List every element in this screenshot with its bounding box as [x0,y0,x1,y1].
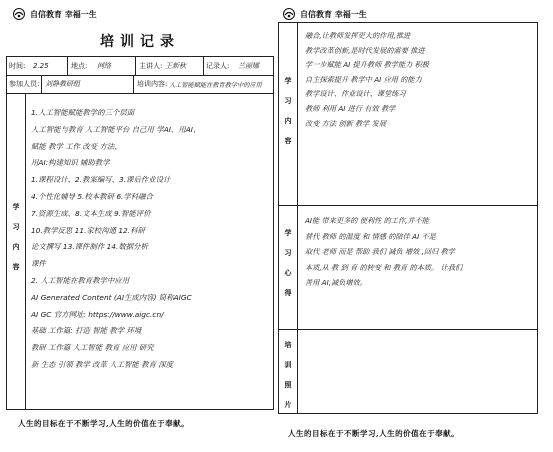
photo-area [299,331,535,411]
info-row-1 [7,57,273,76]
reflection-line: 善用 AI,减负增效。 [305,278,367,287]
participants-value: 刘静教研组 [45,80,80,88]
reflection-line: 取代 老师 而是 帮助 我们 减负 增效 ,回归 教学 [305,247,455,256]
right-page [278,0,546,452]
speaker-value: 王新秋 [165,62,186,70]
reflection-content [305,213,462,291]
section-label-study: 学 习 内 容 [12,203,20,271]
record-table [6,56,274,410]
study-line: 教研 工作篇 人工智能 教育 应用 研究 [31,343,154,353]
recorder-label: 记录人: [206,62,230,70]
participants-label: 参加人员: [9,80,40,88]
left-page [4,0,276,452]
study-continued [305,29,429,131]
study-line: AI Generated Content (AI生成内容) 简称AIGC [31,292,192,302]
section-label-photos: 培 训 照 片 [284,341,292,409]
study-line: 新 生态 引领 教学 改革 人工智能 教育 深度 [31,359,174,369]
right-footer: 人生的目标在于不断学习,人生的价值在于奉献。 [288,429,460,438]
reflection-line: 替代 教师 的温度 和 情感 的陪伴 AI 不是 [305,231,436,241]
left-slogan: 自信教育 幸福一生 [30,9,97,19]
left-footer: 人生的目标在于不断学习,人生的价值在于奉献。 [18,419,190,428]
study-line: 改变 方法 创新 教学 发展 [305,118,387,128]
study-line: 自主探索提升 教学中 AI 应用 的能力 [305,74,422,84]
study-line: 4.个性化辅导 5.校本教研 6.学科融合 [31,191,153,201]
study-line: 用AI:构建知识 辅助教学 [31,158,110,168]
school-logo-icon [12,8,26,20]
study-line: 1.课程设计、2.教案编写、3.课后作业设计 [31,175,171,185]
reflection-line: 本质,从 教 到 育 的转变 和 教育 的本质。 让我们 [305,262,463,272]
right-slogan: 自信教育 幸福一生 [300,9,367,19]
recorder-value: 兰丽娜 [238,62,259,70]
study-line: 人工智能与教育 人工智能平台 自己用 学AI、用AI、 [31,124,201,134]
left-header [12,6,97,22]
study-line: 教学改革创新,是时代发展的需要 推进 [305,45,425,55]
study-line: 融合,让教师发挥更大的作用,推进 [305,31,411,40]
study-line: 教师 利用 AI 进行 有效 教学 [305,103,396,113]
content-label: 培训内容: [137,80,168,88]
right-table [278,22,538,414]
study-line: 课件 [31,259,46,269]
reflection-line: AI能 带来更多的 便利性 的工作,并不能 [305,216,429,225]
right-header [282,6,367,22]
study-line: 2. 人工智能在教育教学中应用 [31,275,130,285]
section-label-study: 学 习 内 容 [284,77,292,145]
study-line: 教学设计、作业设计、课堂练习 [305,89,406,99]
place-label: 地点: [71,62,88,70]
study-line: 赋能 教学 工作 改变 方法、 [31,141,122,151]
study-line: 论文撰写 13.课件制作 14.数据分析 [31,242,148,252]
study-content [31,105,200,374]
content-value: 人工智能赋能在教育教学中的应用 [169,81,262,89]
study-line: 学一步赋能 AI 提升教师 教学能力 积极 [305,60,429,70]
school-logo-icon [282,8,296,20]
time-value: 2.25 [33,62,49,70]
speaker-label: 主讲人: [139,62,163,70]
study-line: AI GC 官方网址: https://www.aigc.cn/ [31,309,164,319]
study-line: 7.资源生成、8.文本生成 9.智能评价 [31,208,151,218]
study-line: 10.教学反思 11.家校沟通 12.科研 [31,225,145,235]
study-line: 基础 工作篇: 打造 智能 教学 环境 [31,326,142,336]
section-label-reflection: 学 习 心 得 [284,229,292,297]
study-line: 1.人工智能赋能教学的三个层面 [31,108,135,117]
info-row-2 [7,75,273,94]
page-title: 培训记录 [100,34,180,50]
time-label: 时间: [9,62,26,70]
place-value: 网络 [97,62,111,70]
